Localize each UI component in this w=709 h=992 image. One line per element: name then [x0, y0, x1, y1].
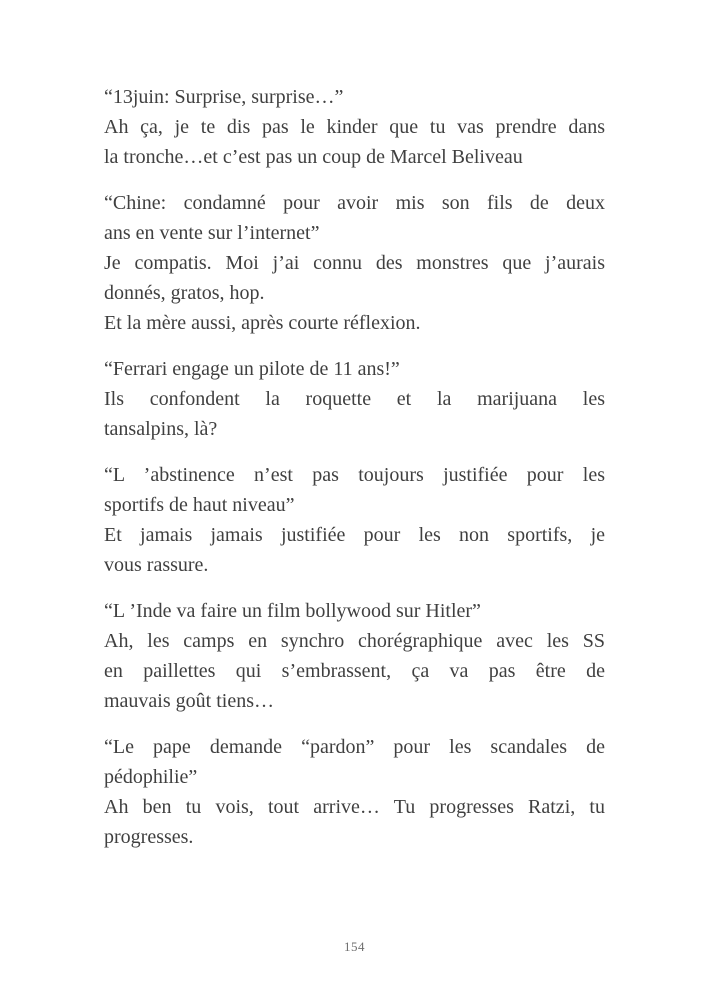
headline-line: “Chine: condamné pour avoir mis son fils de deux: [104, 192, 605, 214]
commentary-line: vous rassure.: [104, 554, 209, 576]
news-item: [104, 82, 605, 172]
commentary-line: Ah ça, je te dis pas le kinder que tu vas prendre dans: [104, 116, 605, 138]
commentary-line: mauvais goût tiens…: [104, 690, 274, 712]
commentary-line: Ils confondent la roquette et la marijuana les: [104, 388, 605, 410]
news-item: [104, 460, 605, 580]
commentary-line: tansalpins, là?: [104, 418, 218, 440]
headline-line: pédophilie”: [104, 766, 198, 788]
news-item: [104, 596, 605, 716]
commentary-line: Ah, les camps en synchro chorégraphique avec les SS: [104, 630, 605, 652]
headline-line: sportifs de haut niveau”: [104, 494, 295, 516]
commentary-line: donnés, gratos, hop.: [104, 282, 265, 304]
news-item: [104, 188, 605, 338]
headline-line: “L ’Inde va faire un film bollywood sur Hitler”: [104, 600, 481, 622]
page-text: [104, 82, 605, 868]
commentary-line: Ah ben tu vois, tout arrive… Tu progresses Ratzi, tu: [104, 796, 605, 818]
headline-line: “Ferrari engage un pilote de 11 ans!”: [104, 358, 400, 380]
news-item: [104, 354, 605, 444]
commentary-line: en paillettes qui s’embrassent, ça va pas être de: [104, 660, 605, 682]
page-footer: [0, 938, 709, 956]
commentary-line: Je compatis. Moi j’ai connu des monstres que j’aurais: [104, 252, 605, 274]
headline-line: ans en vente sur l’internet”: [104, 222, 320, 244]
commentary-line: progresses.: [104, 826, 194, 848]
page-number: 154: [344, 939, 365, 954]
headline-line: “L ’abstinence n’est pas toujours justifiée pour les: [104, 464, 605, 486]
commentary-line: Et jamais jamais justifiée pour les non sportifs, je: [104, 524, 605, 546]
commentary-line: Et la mère aussi, après courte réflexion.: [104, 312, 421, 334]
commentary-line: la tronche…et c’est pas un coup de Marcel Beliveau: [104, 146, 523, 168]
headline-line: “13juin: Surprise, surprise…”: [104, 86, 344, 108]
headline-line: “Le pape demande “pardon” pour les scandales de: [104, 736, 605, 758]
news-item: [104, 732, 605, 852]
